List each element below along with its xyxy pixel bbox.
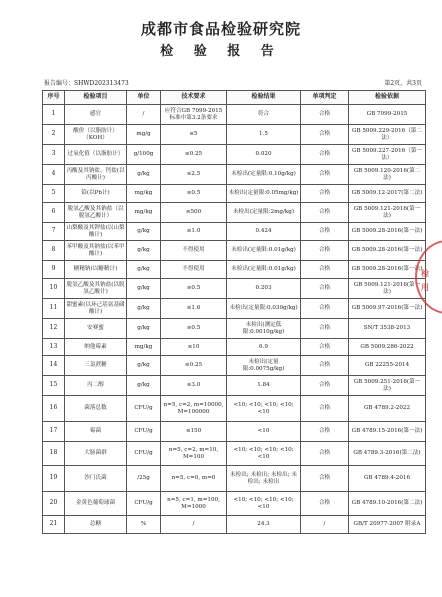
table-row — [43, 185, 426, 203]
table-cell-unit: g/kg — [127, 223, 161, 241]
table-cell-result: 0.424 — [227, 223, 301, 241]
table-cell-basis: GB 4789.2-2022 — [349, 396, 426, 422]
table-cell-judge: 合格 — [301, 492, 349, 516]
table-cell-result: 符合 — [227, 105, 301, 125]
table-cell-judge: 合格 — [301, 165, 349, 185]
table-cell-judge: 合格 — [301, 422, 349, 442]
official-seal: 检 用 — [415, 240, 442, 314]
table-cell-item: 甜蜜素(以环己基氨基磺酸计) — [65, 299, 127, 319]
table-cell-judge: 合格 — [301, 145, 349, 165]
table-cell-result: 未检出(定量限:0.05mg/kg) — [227, 185, 301, 203]
table-cell-item: 丙酸及其钠盐、钙盐(以丙酸计) — [65, 165, 127, 185]
table-cell-result: 0.203 — [227, 279, 301, 299]
table-cell-item: 菌落总数 — [65, 396, 127, 422]
table-cell-unit: g/100g — [127, 145, 161, 165]
table-cell-basis: SN/T 3538-2013 — [349, 319, 426, 339]
table-cell-basis: GB 5009.229-2016（第二法） — [349, 125, 426, 145]
table-cell-judge: 合格 — [301, 261, 349, 279]
table-row — [43, 319, 426, 339]
table-cell-no: 5 — [43, 185, 65, 203]
table-cell-item: 金黄色葡萄球菌 — [65, 492, 127, 516]
table-cell-item: 脱氢乙酸及其钠盐（以脱氢乙酸计） — [65, 203, 127, 223]
table-cell-result: 6.9 — [227, 339, 301, 356]
table-cell-basis: GB 5009.28-2016(第一法) — [349, 241, 426, 261]
table-row — [43, 241, 426, 261]
page-indicator: 第2页，共3页 — [384, 80, 422, 87]
col-header: 检验依据 — [349, 91, 426, 105]
table-cell-judge: 合格 — [301, 279, 349, 299]
col-header: 单项判定 — [301, 91, 349, 105]
report-title: 检 验 报 告 — [160, 44, 282, 59]
table-row — [43, 125, 426, 145]
table-cell-item: 大肠菌群 — [65, 442, 127, 466]
table-cell-unit: g/kg — [127, 261, 161, 279]
table-cell-no: 3 — [43, 145, 65, 165]
table-cell-judge: 合格 — [301, 223, 349, 241]
table-row — [43, 442, 426, 466]
table-cell-no: 19 — [43, 466, 65, 492]
table-cell-req: ≤500 — [161, 203, 227, 223]
table-cell-item: 三氯蔗糖 — [65, 356, 127, 376]
table-row — [43, 299, 426, 319]
table-cell-result: 未检出(定量限:0.030g/kg) — [227, 299, 301, 319]
table-row — [43, 516, 426, 534]
table-cell-no: 7 — [43, 223, 65, 241]
table-cell-req: ≤5 — [161, 125, 227, 145]
report-number: 报告编号：SHWD202313473 — [44, 80, 129, 87]
table-cell-result: 1.5 — [227, 125, 301, 145]
table-cell-result: 未检出(定量限:0.01g/kg) — [227, 261, 301, 279]
col-header: 单位 — [127, 91, 161, 105]
table-cell-req: n=5, c=0, m=0 — [161, 466, 227, 492]
table-cell-item: 糖精钠(以糖精计) — [65, 261, 127, 279]
table-cell-no: 20 — [43, 492, 65, 516]
table-cell-req: ≤0.5 — [161, 185, 227, 203]
table-cell-basis: GB 5009.28-2016(第一法) — [349, 223, 426, 241]
table-cell-basis: GB 4789.3-2016(第二法) — [349, 442, 426, 466]
col-header: 检验项目 — [65, 91, 127, 105]
table-cell-no: 2 — [43, 125, 65, 145]
org-title: 成都市食品检验研究院 — [140, 20, 301, 38]
table-cell-unit: g/kg — [127, 319, 161, 339]
table-cell-basis: GB 4789.4-2016 — [349, 466, 426, 492]
table-cell-basis: GB 5009.286-2022 — [349, 339, 426, 356]
table-cell-result: 24.3 — [227, 516, 301, 534]
table-cell-unit: CFU/g — [127, 442, 161, 466]
table-cell-judge: 合格 — [301, 466, 349, 492]
table-cell-no: 1 — [43, 105, 65, 125]
table-cell-unit: CFU/g — [127, 422, 161, 442]
table-cell-unit: g/kg — [127, 165, 161, 185]
table-cell-basis: GB 22255-2014 — [349, 356, 426, 376]
table-cell-basis: GB 5009.251-2016(第一法) — [349, 376, 426, 396]
table-cell-basis: GB/T 20977-2007 附录A — [349, 516, 426, 534]
table-cell-item: 苯甲酸及其钠盐(以苯甲酸计) — [65, 241, 127, 261]
table-cell-unit: g/kg — [127, 356, 161, 376]
table-cell-no: 4 — [43, 165, 65, 185]
table-cell-unit: g/kg — [127, 376, 161, 396]
table-cell-result: 未检出(定量限:0.0075g/kg) — [227, 356, 301, 376]
table-cell-judge: 合格 — [301, 319, 349, 339]
table-cell-result: 未检出(定量限:0.01g/kg) — [227, 241, 301, 261]
table-cell-req: n=5, c=1, m=100, M=1000 — [161, 492, 227, 516]
table-row — [43, 203, 426, 223]
table-cell-item: 山梨酸及其钾盐(以山梨酸计) — [65, 223, 127, 241]
table-cell-item: 酸价（以脂肪计）（KOH） — [65, 125, 127, 145]
table-cell-unit: CFU/g — [127, 396, 161, 422]
table-cell-result: <10 — [227, 422, 301, 442]
table-cell-basis: GB 7099-2015 — [349, 105, 426, 125]
table-row — [43, 223, 426, 241]
table-cell-judge: 合格 — [301, 356, 349, 376]
results-table — [42, 90, 426, 534]
table-cell-req: ≤150 — [161, 422, 227, 442]
table-cell-unit: /25g — [127, 466, 161, 492]
table-cell-result: 未检出(定量限:0.10g/kg) — [227, 165, 301, 185]
table-cell-unit: / — [127, 105, 161, 125]
table-cell-result: 未检出; 未检出; 未检出; 未检出; 未检出 — [227, 466, 301, 492]
table-cell-basis: GB 5009.28-2016(第一法) — [349, 261, 426, 279]
table-cell-no: 13 — [43, 339, 65, 356]
table-cell-no: 15 — [43, 376, 65, 396]
table-cell-no: 14 — [43, 356, 65, 376]
table-row — [43, 376, 426, 396]
table-cell-req: ≤1.6 — [161, 299, 227, 319]
table-header-row — [43, 91, 426, 105]
table-cell-req: 不得使用 — [161, 241, 227, 261]
table-cell-no: 17 — [43, 422, 65, 442]
table-cell-no: 8 — [43, 241, 65, 261]
table-cell-basis: GB 4789.10-2016(第二法) — [349, 492, 426, 516]
table-row — [43, 261, 426, 279]
table-cell-no: 10 — [43, 279, 65, 299]
table-cell-item: 总糖 — [65, 516, 127, 534]
table-row — [43, 105, 426, 125]
table-cell-req: 应符合GB 7099-2015标准中第3.2条要求 — [161, 105, 227, 125]
table-cell-judge: 合格 — [301, 396, 349, 422]
table-cell-item: 纳他霉素 — [65, 339, 127, 356]
table-cell-req: n=5, c=2, m=10, M=100 — [161, 442, 227, 466]
col-header: 技术要求 — [161, 91, 227, 105]
col-header: 检验结果 — [227, 91, 301, 105]
table-cell-judge: 合格 — [301, 376, 349, 396]
table-cell-req: 不得使用 — [161, 261, 227, 279]
table-cell-unit: % — [127, 516, 161, 534]
table-row — [43, 145, 426, 165]
table-cell-req: ≤0.25 — [161, 356, 227, 376]
table-cell-result: <10; <10; <10; <10; <10 — [227, 396, 301, 422]
table-cell-item: 过氧化值（以脂肪计） — [65, 145, 127, 165]
table-cell-basis: GB 5009.121-2016(第一法) — [349, 203, 426, 223]
table-cell-req: n=5, c=2, m=10000, M=100000 — [161, 396, 227, 422]
table-cell-req: ≤1.0 — [161, 223, 227, 241]
table-row — [43, 356, 426, 376]
table-cell-req: ≤3.0 — [161, 376, 227, 396]
table-cell-item: 沙门氏菌 — [65, 466, 127, 492]
table-cell-item: 丙二醇 — [65, 376, 127, 396]
table-cell-judge: 合格 — [301, 185, 349, 203]
table-cell-judge: 合格 — [301, 203, 349, 223]
table-cell-no: 11 — [43, 299, 65, 319]
table-cell-item: 铅(以Pb计) — [65, 185, 127, 203]
table-cell-req: ≤2.5 — [161, 165, 227, 185]
table-cell-unit: mg/g — [127, 125, 161, 145]
table-cell-basis: GB 5009.121-2016(第一法) — [349, 279, 426, 299]
table-cell-basis: GB 5009.12-2017(第二法) — [349, 185, 426, 203]
table-cell-result: 未检出(定量限:2mg/kg) — [227, 203, 301, 223]
table-cell-unit: g/kg — [127, 279, 161, 299]
table-row — [43, 279, 426, 299]
table-cell-item: 感官 — [65, 105, 127, 125]
table-cell-judge: 合格 — [301, 299, 349, 319]
table-cell-basis: GB 5009.97-2016(第一法) — [349, 299, 426, 319]
table-cell-judge: 合格 — [301, 125, 349, 145]
table-cell-no: 18 — [43, 442, 65, 466]
table-cell-no: 16 — [43, 396, 65, 422]
table-cell-no: 9 — [43, 261, 65, 279]
table-row — [43, 466, 426, 492]
col-header: 序号 — [43, 91, 65, 105]
table-cell-req: ≤0.5 — [161, 279, 227, 299]
table-cell-judge: 合格 — [301, 339, 349, 356]
table-cell-basis: GB 4789.15-2016(第一法) — [349, 422, 426, 442]
table-cell-req: ≤10 — [161, 339, 227, 356]
table-cell-req: / — [161, 516, 227, 534]
table-row — [43, 165, 426, 185]
table-cell-no: 6 — [43, 203, 65, 223]
table-cell-judge: / — [301, 516, 349, 534]
table-row — [43, 396, 426, 422]
table-cell-judge: 合格 — [301, 241, 349, 261]
table-cell-result: 未检出(测定低限:0.0010g/kg) — [227, 319, 301, 339]
table-cell-req: ≤0.5 — [161, 319, 227, 339]
table-cell-judge: 合格 — [301, 442, 349, 466]
table-cell-no: 12 — [43, 319, 65, 339]
table-cell-unit: mg/kg — [127, 185, 161, 203]
table-cell-basis: GB 5009.120-2016(第二法) — [349, 165, 426, 185]
table-cell-result: 1.84 — [227, 376, 301, 396]
table-cell-result: 0.020 — [227, 145, 301, 165]
table-cell-unit: mg/kg — [127, 339, 161, 356]
table-cell-unit: g/kg — [127, 241, 161, 261]
table-cell-item: 脱氢乙酸及其钠盐(以脱氢乙酸计) — [65, 279, 127, 299]
table-cell-basis: GB 5009.227-2016（第一法） — [349, 145, 426, 165]
table-cell-judge: 合格 — [301, 105, 349, 125]
table-cell-result: <10; <10; <10; <10; <10 — [227, 442, 301, 466]
table-cell-item: 安赛蜜 — [65, 319, 127, 339]
table-cell-req: ≤0.25 — [161, 145, 227, 165]
table-row — [43, 492, 426, 516]
table-cell-no: 21 — [43, 516, 65, 534]
table-row — [43, 422, 426, 442]
table-cell-unit: mg/kg — [127, 203, 161, 223]
table-cell-item: 霉菌 — [65, 422, 127, 442]
table-cell-unit: CFU/g — [127, 492, 161, 516]
table-row — [43, 339, 426, 356]
table-cell-result: <10; <10; <10; <10; <10 — [227, 492, 301, 516]
table-cell-unit: g/kg — [127, 299, 161, 319]
